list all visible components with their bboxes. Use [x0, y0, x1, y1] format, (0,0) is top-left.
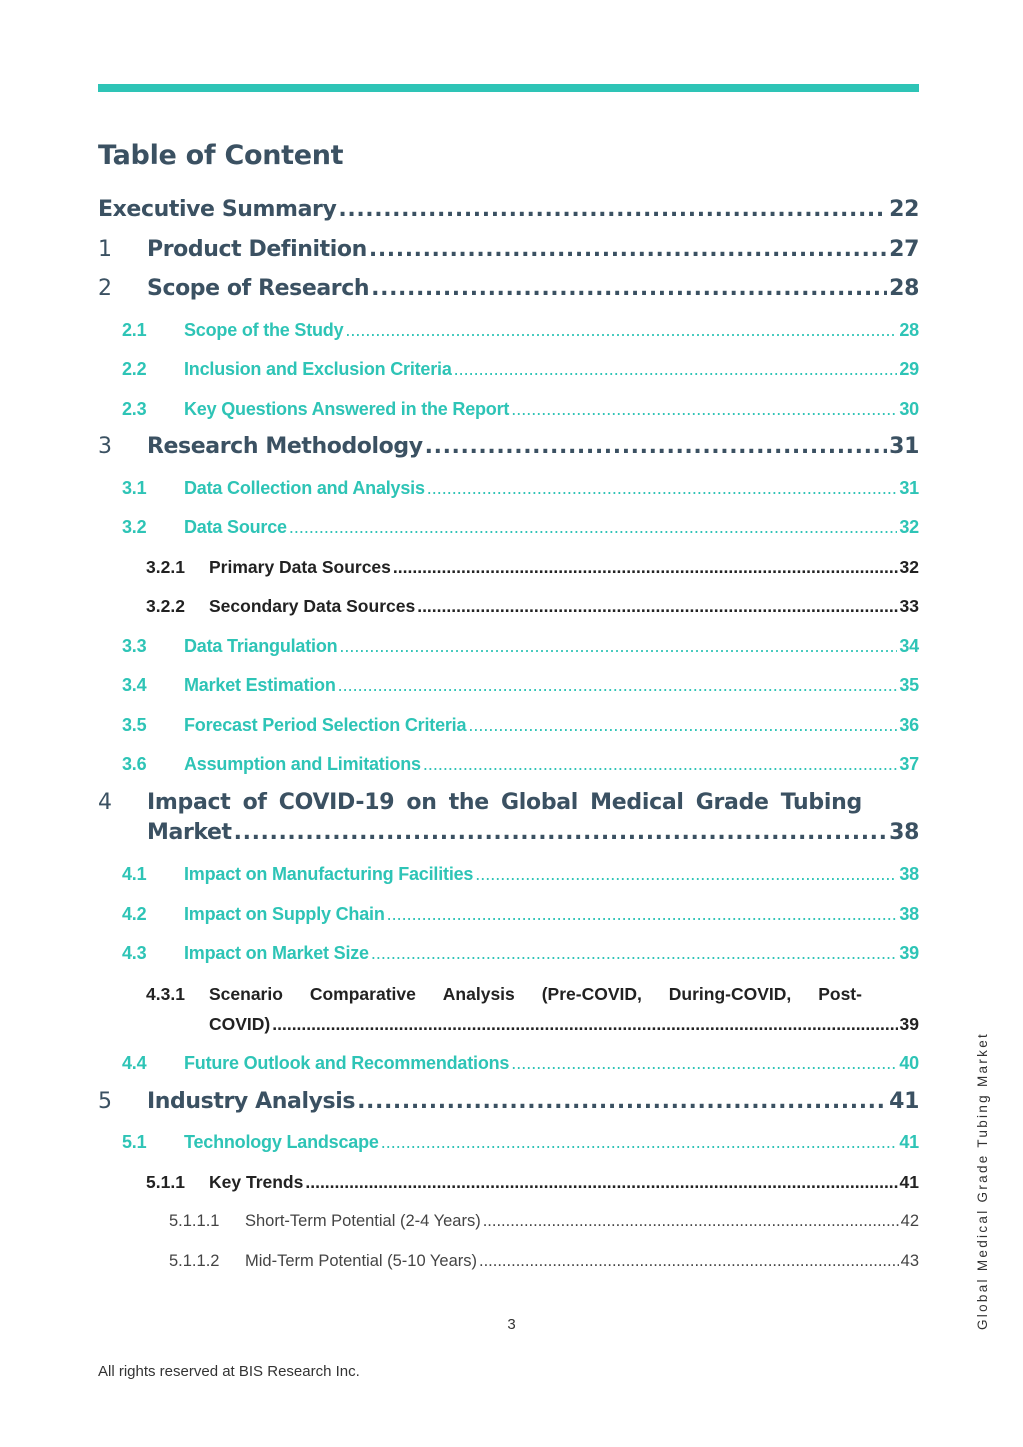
toc-number: 2: [98, 276, 112, 301]
toc-entry-5-1-1-2[interactable]: [98, 1252, 919, 1271]
toc-label: Future Outlook and Recommendations: [184, 1053, 510, 1073]
toc-word: Global: [501, 790, 579, 815]
toc-page-number: 41: [899, 1132, 919, 1152]
toc-page-number: 31: [899, 478, 919, 498]
toc-page-number: 42: [900, 1212, 919, 1230]
toc-entry-1[interactable]: [98, 237, 919, 262]
toc-entry-4-3[interactable]: [98, 943, 919, 964]
toc-number: 5: [98, 1089, 112, 1114]
toc-page-number: 27: [889, 237, 919, 262]
toc-label: Inclusion and Exclusion Criteria: [184, 359, 452, 379]
toc-number: 5.1: [122, 1132, 147, 1152]
toc-label: Executive Summary: [98, 197, 337, 222]
toc-label: Data Collection and Analysis: [184, 478, 425, 498]
toc-label: Technology Landscape: [184, 1132, 379, 1152]
toc-number: 4.3.1: [146, 984, 185, 1004]
toc-word: Tubing: [780, 790, 862, 815]
toc-number: 2.1: [122, 320, 147, 340]
toc-leader-dots: [511, 1053, 897, 1074]
toc-label: Impact on Supply Chain: [184, 904, 385, 924]
toc-leader-dots: [423, 754, 898, 775]
toc-number: 3.2.1: [146, 557, 185, 577]
toc-number: 3.3: [122, 636, 147, 656]
toc-number: 2.2: [122, 359, 147, 379]
toc-label-line1: [209, 984, 862, 1005]
toc-number: 5.1.1.2: [169, 1252, 220, 1270]
toc-entry-3-2-2[interactable]: [98, 596, 919, 617]
toc-word: Post-: [818, 984, 862, 1004]
toc-word: of: [242, 790, 267, 815]
toc-label: Secondary Data Sources: [209, 596, 416, 616]
toc-label: Scope of the Study: [184, 320, 344, 340]
toc-leader-dots: [289, 517, 898, 538]
toc-word: Grade: [695, 790, 769, 815]
toc-entry-2-3[interactable]: [98, 399, 919, 420]
toc-leader-dots: [393, 557, 898, 578]
toc-word: Medical: [590, 790, 684, 815]
toc-word: on: [406, 790, 437, 815]
toc-page-number: 36: [899, 715, 919, 735]
toc-page-number: 32: [899, 557, 919, 577]
toc-label-line2: [209, 1014, 919, 1035]
footer-copyright: All rights reserved at BIS Research Inc.: [98, 1363, 360, 1380]
toc-leader-dots: [338, 197, 887, 222]
toc-label-line2: [147, 820, 919, 845]
toc-entry-5-1-1-1[interactable]: [98, 1212, 919, 1231]
toc-number: 5.1.1.1: [169, 1212, 220, 1230]
toc-leader-dots: [338, 675, 898, 696]
toc-leader-dots: [369, 237, 887, 262]
toc-page-number: 38: [899, 904, 919, 924]
toc-entry-3-4[interactable]: [98, 675, 919, 696]
toc-entry-4-4[interactable]: [98, 1053, 919, 1074]
table-of-contents: [98, 0, 919, 1447]
toc-leader-dots: [345, 320, 897, 341]
toc-entry-2-1[interactable]: [98, 320, 919, 341]
toc-number: 2.3: [122, 399, 147, 419]
toc-leader-dots: [483, 1212, 899, 1231]
toc-number: 4.2: [122, 904, 147, 924]
toc-number: 3.6: [122, 754, 147, 774]
toc-word: (Pre-COVID,: [541, 984, 642, 1004]
toc-leader-dots: [475, 864, 897, 885]
toc-word: Impact: [147, 790, 231, 815]
toc-page-number: 28: [889, 276, 919, 301]
toc-page-number: 35: [899, 675, 919, 695]
toc-entry-3-2-1[interactable]: [98, 557, 919, 578]
toc-entry-5[interactable]: [98, 1089, 919, 1114]
toc-page-number: 34: [899, 636, 919, 656]
toc-number: 3.4: [122, 675, 147, 695]
toc-label: Key Questions Answered in the Report: [184, 399, 510, 419]
toc-word: Comparative: [309, 984, 416, 1004]
toc-leader-dots: [305, 1172, 897, 1193]
toc-page-number: 41: [899, 1172, 919, 1192]
toc-label-line1: [147, 790, 862, 815]
toc-page-number: 22: [889, 197, 919, 222]
toc-number: 4.4: [122, 1053, 147, 1073]
toc-leader-dots: [339, 636, 897, 657]
toc-leader-dots: [272, 1014, 897, 1035]
toc-label: Market Estimation: [184, 675, 336, 695]
toc-word: COVID-19: [278, 790, 395, 815]
toc-entry-4-1[interactable]: [98, 864, 919, 885]
toc-leader-dots: [381, 1132, 898, 1153]
toc-entry-executive-summary[interactable]: [98, 197, 919, 222]
toc-leader-dots: [371, 276, 887, 301]
toc-leader-dots: [454, 359, 898, 380]
toc-leader-dots: [479, 1252, 899, 1271]
toc-page-number: 31: [889, 434, 919, 459]
toc-label: COVID): [209, 1014, 271, 1034]
toc-word: the: [448, 790, 489, 815]
toc-page-number: 28: [899, 320, 919, 340]
side-running-title: Global Medical Grade Tubing Market: [975, 1031, 990, 1330]
toc-label: Impact on Market Size: [184, 943, 369, 963]
toc-entry-3-1[interactable]: [98, 478, 919, 499]
page-title: Table of Content: [98, 140, 344, 171]
toc-entry-5-1[interactable]: [98, 1132, 919, 1153]
toc-page-number: 37: [899, 754, 919, 774]
toc-page-number: 43: [900, 1252, 919, 1270]
page-number: 3: [507, 1316, 516, 1333]
toc-word: Scenario: [209, 984, 283, 1004]
toc-label: Scope of Research: [147, 276, 370, 301]
toc-page-number: 33: [899, 596, 919, 616]
toc-word: Analysis: [442, 984, 515, 1004]
toc-number: 4: [98, 790, 112, 815]
toc-number: 4.3: [122, 943, 147, 963]
toc-leader-dots: [387, 904, 898, 925]
toc-label: Primary Data Sources: [209, 557, 391, 577]
toc-label: Short-Term Potential (2-4 Years): [245, 1212, 481, 1230]
toc-page-number: 41: [889, 1089, 919, 1114]
toc-number: 3.1: [122, 478, 147, 498]
toc-number: 3.5: [122, 715, 147, 735]
toc-label: Key Trends: [209, 1172, 304, 1192]
toc-leader-dots: [427, 478, 898, 499]
toc-number: 3.2: [122, 517, 147, 537]
toc-leader-dots: [468, 715, 897, 736]
toc-page-number: 29: [899, 359, 919, 379]
toc-leader-dots: [425, 434, 888, 459]
toc-page-number: 39: [899, 1014, 919, 1034]
toc-label: Industry Analysis: [147, 1089, 356, 1114]
toc-entry-5-1-1[interactable]: [98, 1172, 919, 1193]
toc-entry-3-3[interactable]: [98, 636, 919, 657]
toc-page-number: 32: [899, 517, 919, 537]
toc-entry-3[interactable]: [98, 434, 919, 459]
toc-label: Research Methodology: [147, 434, 423, 459]
toc-leader-dots: [417, 596, 897, 617]
toc-label: Forecast Period Selection Criteria: [184, 715, 467, 735]
toc-page-number: 38: [899, 864, 919, 884]
toc-leader-dots: [511, 399, 897, 420]
toc-page-number: 30: [899, 399, 919, 419]
toc-label: Assumption and Limitations: [184, 754, 421, 774]
toc-number: 5.1.1: [146, 1172, 185, 1192]
toc-entry-2-2[interactable]: [98, 359, 919, 380]
toc-entry-3-2[interactable]: [98, 517, 919, 538]
toc-leader-dots: [371, 943, 898, 964]
toc-word: During-COVID,: [668, 984, 792, 1004]
toc-entry-4-2[interactable]: [98, 904, 919, 925]
toc-label: Data Source: [184, 517, 287, 537]
toc-number: 3.2.2: [146, 596, 185, 616]
toc-label: Impact on Manufacturing Facilities: [184, 864, 474, 884]
toc-number: 1: [98, 237, 112, 262]
toc-label: Data Triangulation: [184, 636, 338, 656]
toc-entry-3-5[interactable]: [98, 715, 919, 736]
toc-leader-dots: [234, 820, 888, 845]
toc-label: Product Definition: [147, 237, 367, 262]
toc-label: Market: [147, 820, 232, 845]
toc-label: Mid-Term Potential (5-10 Years): [245, 1252, 478, 1270]
toc-leader-dots: [357, 1089, 887, 1114]
toc-page-number: 38: [889, 820, 919, 845]
toc-page-number: 40: [899, 1053, 919, 1073]
toc-entry-2[interactable]: [98, 276, 919, 301]
toc-number: 3: [98, 434, 112, 459]
toc-page-number: 39: [899, 943, 919, 963]
toc-entry-3-6[interactable]: [98, 754, 919, 775]
toc-number: 4.1: [122, 864, 147, 884]
